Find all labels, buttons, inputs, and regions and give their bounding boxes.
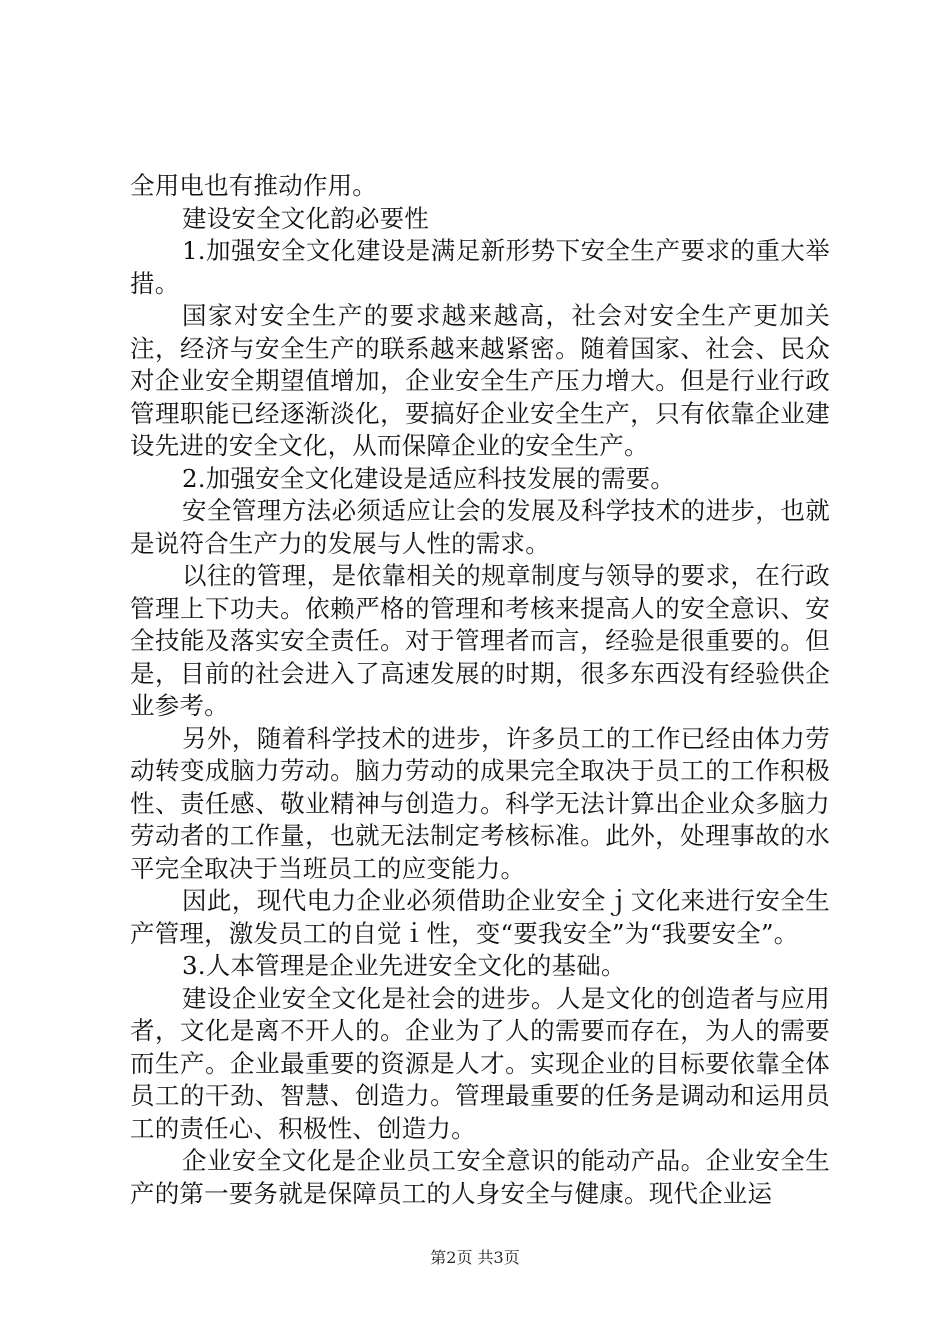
numbered-heading: 3.人本管理是企业先进安全文化的基础。 bbox=[182, 951, 626, 980]
paragraph: 因此，现代电力企业必须借助企业安全ｊ文化来进行安全生产管理，激发员工的自觉ｉ性，变“要我安全”为“我要安全”。 bbox=[130, 886, 830, 948]
numbered-heading: 2.加强安全文化建设是适应科技发展的需要。 bbox=[182, 463, 676, 493]
paragraph: 以往的管理，是依靠相关的规章制度与领导的要求，在行政管理上下功夫。依赖严格的管理和考核来提高人的安全意识、安全技能及落实安全责任。对于管理者而言，经验是很重要的。但是，目前的社会进入了高速发展的时期，很多东西没有经验供企业参考。 bbox=[130, 561, 830, 720]
paragraph: 全用电也有推动作用。 bbox=[130, 171, 377, 200]
section-heading: 建设安全文化韵必要性 bbox=[182, 203, 429, 233]
paragraph: 建设企业安全文化是社会的进步。人是文化的创造者与应用者，文化是离不开人的。企业为了人的需要而存在，为人的需要而生产。企业最重要的资源是人才。实现企业的目标要依靠全体员工的干劲、智慧、创造力。管理最重要的任务是调动和运用员工的责任心、积极性、创造力。 bbox=[130, 983, 830, 1143]
document-body bbox=[130, 170, 830, 1210]
paragraph: 国家对安全生产的要求越来越高，社会对安全生产更加关注，经济与安全生产的联系越来越紧密。随着国家、社会、民众对企业安全期望值增加，企业安全生产压力增大。但是行业行政管理职能已经逐渐淡化，要搞好企业安全生产，只有依靠企业建设先进的安全文化，从而保障企业的安全生产。 bbox=[130, 301, 830, 460]
paragraph: 另外，随着科学技术的进步，许多员工的工作已经由体力劳动转变成脑力劳动。脑力劳动的成果完全取决于员工的工作积极性、责任感、敬业精神与创造力。科学无法计算出企业众多脑力劳动者的工作量，也就无法制定考核标准。此外，处理事故的水平完全取决于当班员工的应变能力。 bbox=[130, 723, 830, 883]
paragraph: 安全管理方法必须适应让会的发展及科学技术的进步，也就是说符合生产力的发展与人性的需求。 bbox=[130, 496, 830, 558]
paragraph: 企业安全文化是企业员工安全意识的能动产品。企业安全生产的第一要务就是保障员工的人身安全与健康。现代企业运 bbox=[130, 1146, 830, 1208]
page-footer: 第2页 共3页 bbox=[430, 1248, 520, 1267]
numbered-heading: 1.加强安全文化建设是满足新形势下安全生产要求的重大举措。 bbox=[130, 236, 830, 298]
